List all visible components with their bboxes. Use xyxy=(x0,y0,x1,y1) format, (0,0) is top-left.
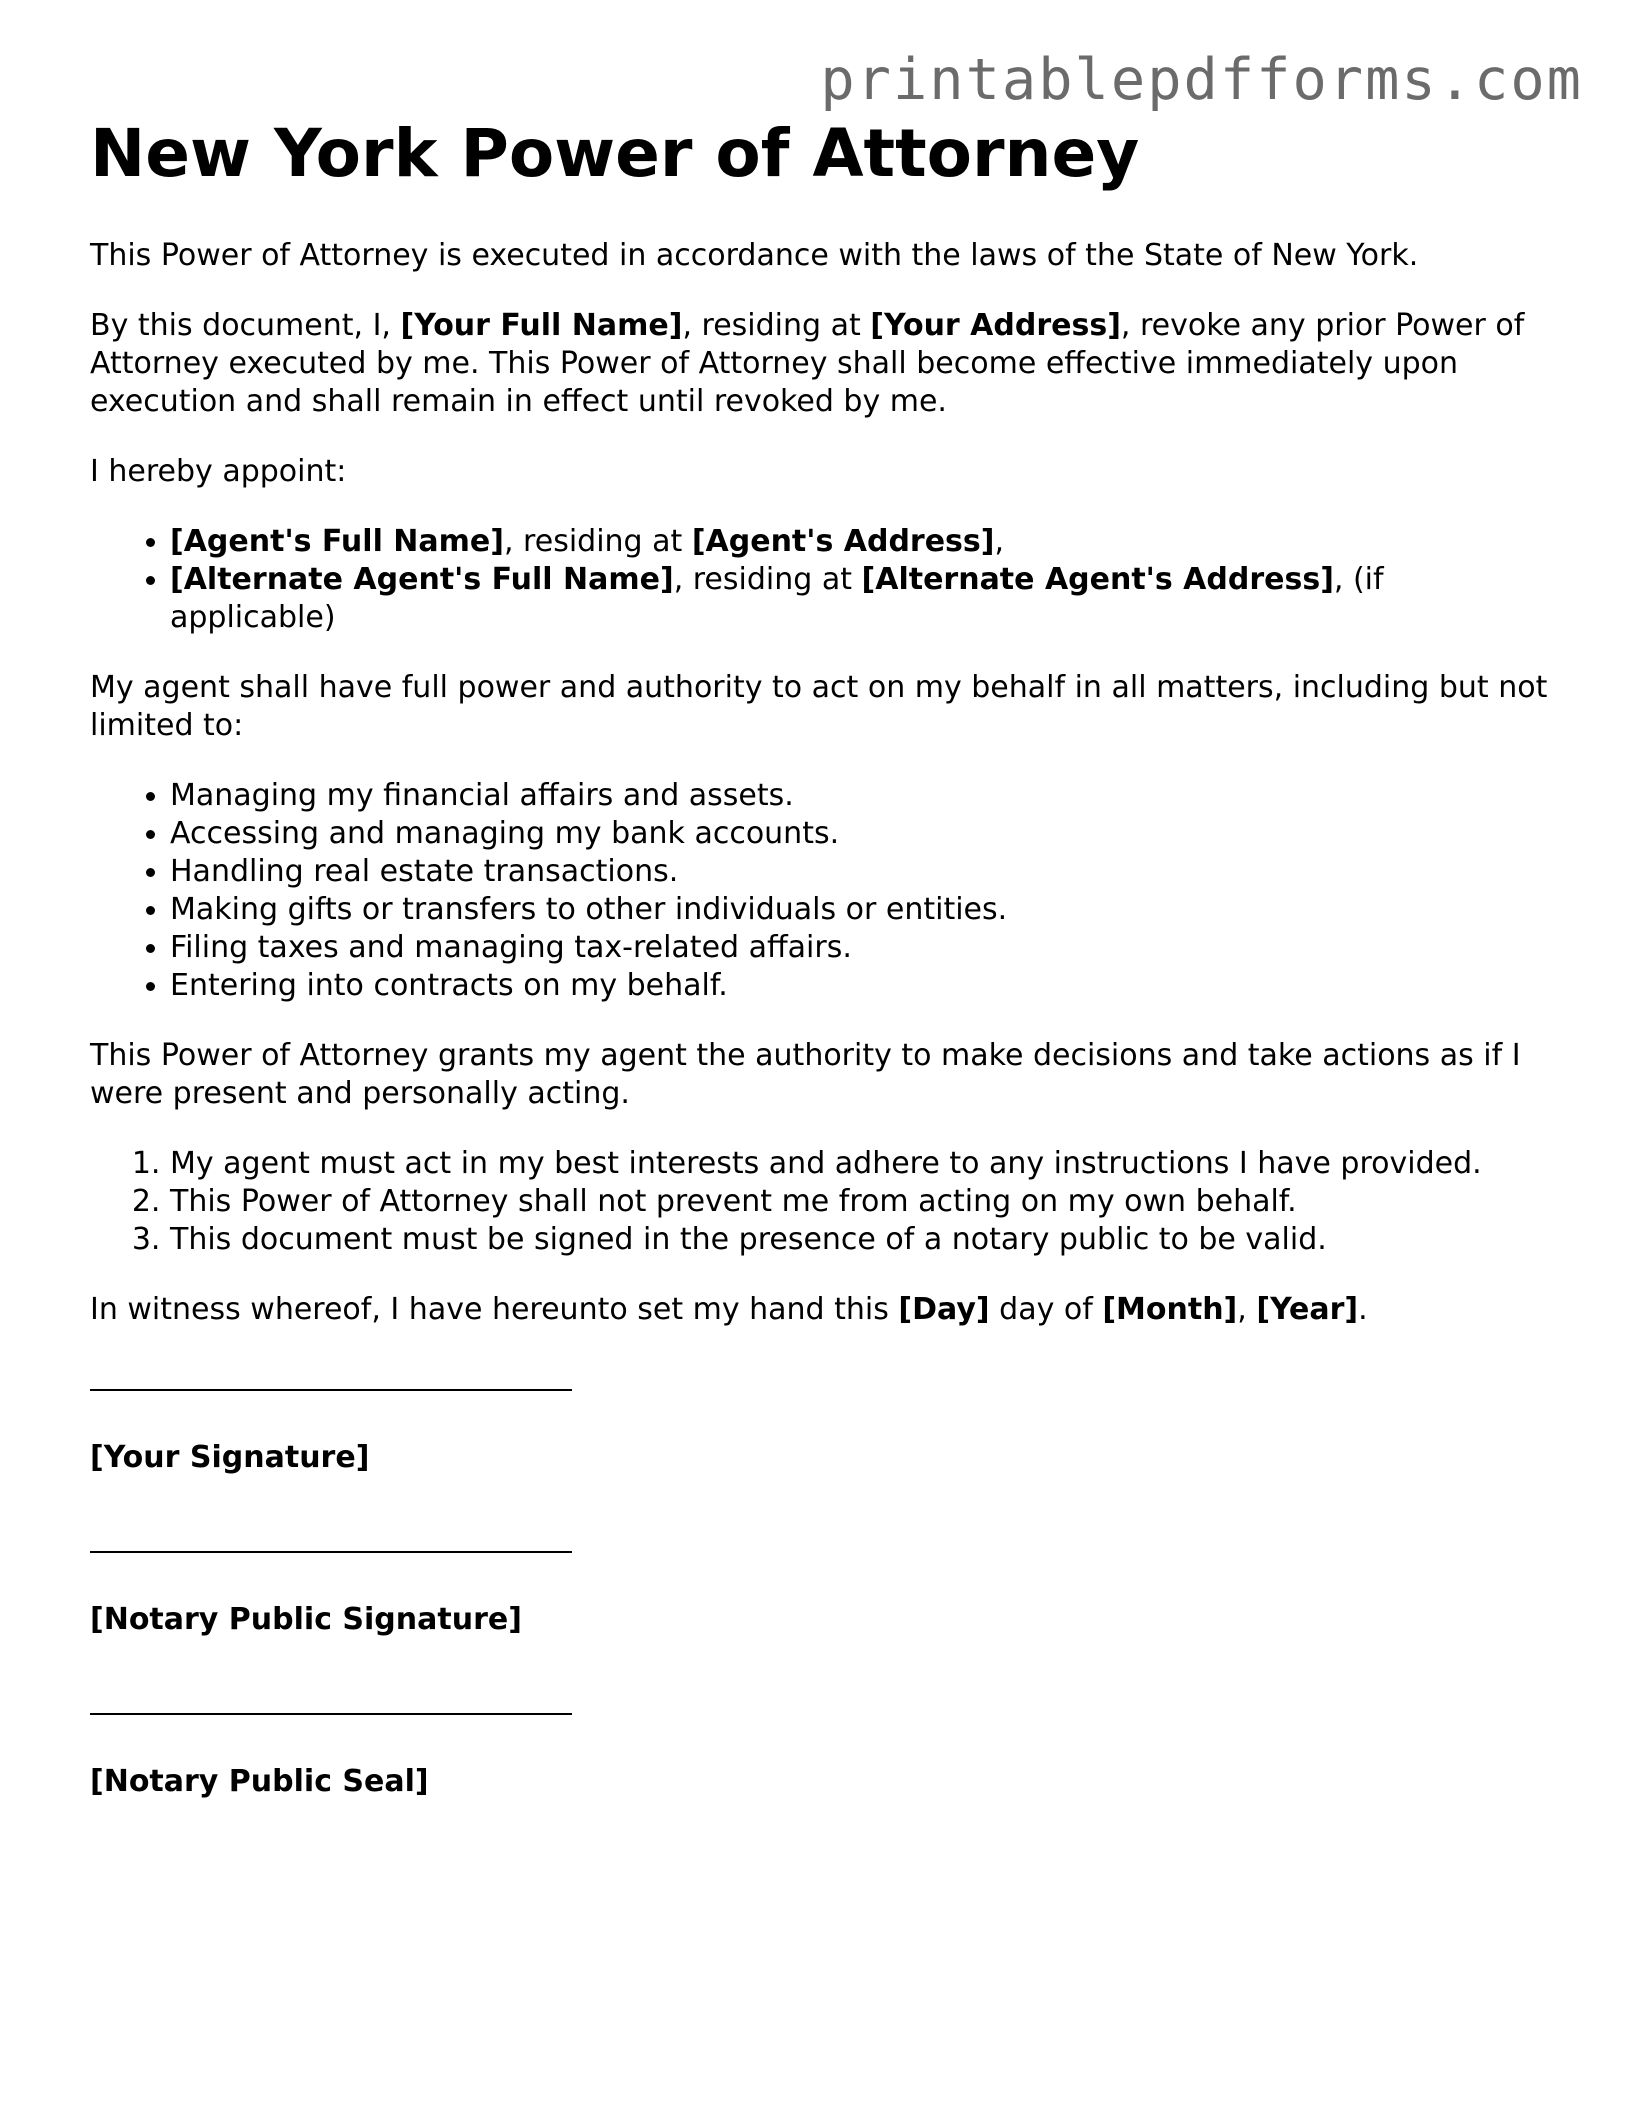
agents-list xyxy=(90,523,1550,637)
alternate-agent-name-placeholder: [Alternate Agent's Full Name] xyxy=(170,562,674,597)
text-span: , (if applicable) xyxy=(170,562,1384,635)
text-span: . xyxy=(1358,1292,1368,1327)
day-placeholder: [Day] xyxy=(898,1292,990,1327)
power-item: • Filing taxes and managing tax-related affairs. xyxy=(170,929,1550,967)
month-placeholder: [Month] xyxy=(1102,1292,1238,1327)
text-span: , residing at xyxy=(503,524,692,559)
full-name-placeholder: [Your Full Name] xyxy=(400,308,683,343)
agent-item xyxy=(170,523,1550,561)
signature-block xyxy=(90,1389,1550,1801)
condition-item: 3. This document must be signed in the presence of a notary public to be valid. xyxy=(170,1221,1550,1259)
text-span: , xyxy=(1237,1292,1257,1327)
appoint-paragraph: I hereby appoint: xyxy=(90,454,347,489)
alternate-agent-address-placeholder: [Alternate Agent's Address] xyxy=(861,562,1334,597)
power-item: • Entering into contracts on my behalf. xyxy=(170,967,1550,1005)
power-item: • Managing my financial affairs and assets. xyxy=(170,777,1550,815)
powers-list xyxy=(90,777,1550,1005)
document-title: New York Power of Attorney xyxy=(90,115,1140,192)
text-span: , residing at xyxy=(682,308,871,343)
alternate-agent-item xyxy=(170,561,1550,637)
notary-seal-label: [Notary Public Seal] xyxy=(90,1764,429,1799)
text-span: , xyxy=(994,524,1005,559)
notary-signature-line[interactable] xyxy=(90,1551,572,1553)
document-page xyxy=(90,115,1550,1875)
text-span: By this document, I, xyxy=(90,308,401,343)
condition-item: 1. My agent must act in my best interests and adhere to any instructions I have provided. xyxy=(170,1145,1550,1183)
witness-paragraph xyxy=(90,1291,1550,1329)
text-span: , revoke any prior Power of Attorney executed by me. This Power of Attorney shall become effective immediately upon execution and shall remain in effect until revoked by me. xyxy=(90,308,1525,419)
grants-paragraph: This Power of Attorney grants my agent the authority to make decisions and take actions as if I were present and personally acting. xyxy=(90,1038,1521,1111)
your-signature-label: [Your Signature] xyxy=(90,1440,370,1475)
year-placeholder: [Year] xyxy=(1256,1292,1359,1327)
agent-name-placeholder: [Agent's Full Name] xyxy=(170,524,504,559)
agent-address-placeholder: [Agent's Address] xyxy=(691,524,995,559)
power-item: • Handling real estate transactions. xyxy=(170,853,1550,891)
powers-intro-paragraph: My agent shall have full power and authority to act on my behalf in all matters, including but not limited to: xyxy=(90,670,1548,743)
intro-paragraph: This Power of Attorney is executed in accordance with the laws of the State of New York. xyxy=(90,238,1419,273)
conditions-list xyxy=(90,1145,1550,1259)
notary-signature-label: [Notary Public Signature] xyxy=(90,1602,522,1637)
declaration-paragraph xyxy=(90,307,1550,421)
text-span: day of xyxy=(989,1292,1103,1327)
text-span: In witness whereof, I have hereunto set my hand this xyxy=(90,1292,899,1327)
text-span: , residing at xyxy=(673,562,862,597)
your-signature-line[interactable] xyxy=(90,1389,572,1391)
power-item: • Accessing and managing my bank accounts. xyxy=(170,815,1550,853)
notary-seal-line[interactable] xyxy=(90,1713,572,1715)
condition-item: 2. This Power of Attorney shall not prevent me from acting on my own behalf. xyxy=(170,1183,1550,1221)
watermark: printablepdfforms.com xyxy=(820,47,1583,113)
power-item: • Making gifts or transfers to other individuals or entities. xyxy=(170,891,1550,929)
address-placeholder: [Your Address] xyxy=(870,308,1121,343)
